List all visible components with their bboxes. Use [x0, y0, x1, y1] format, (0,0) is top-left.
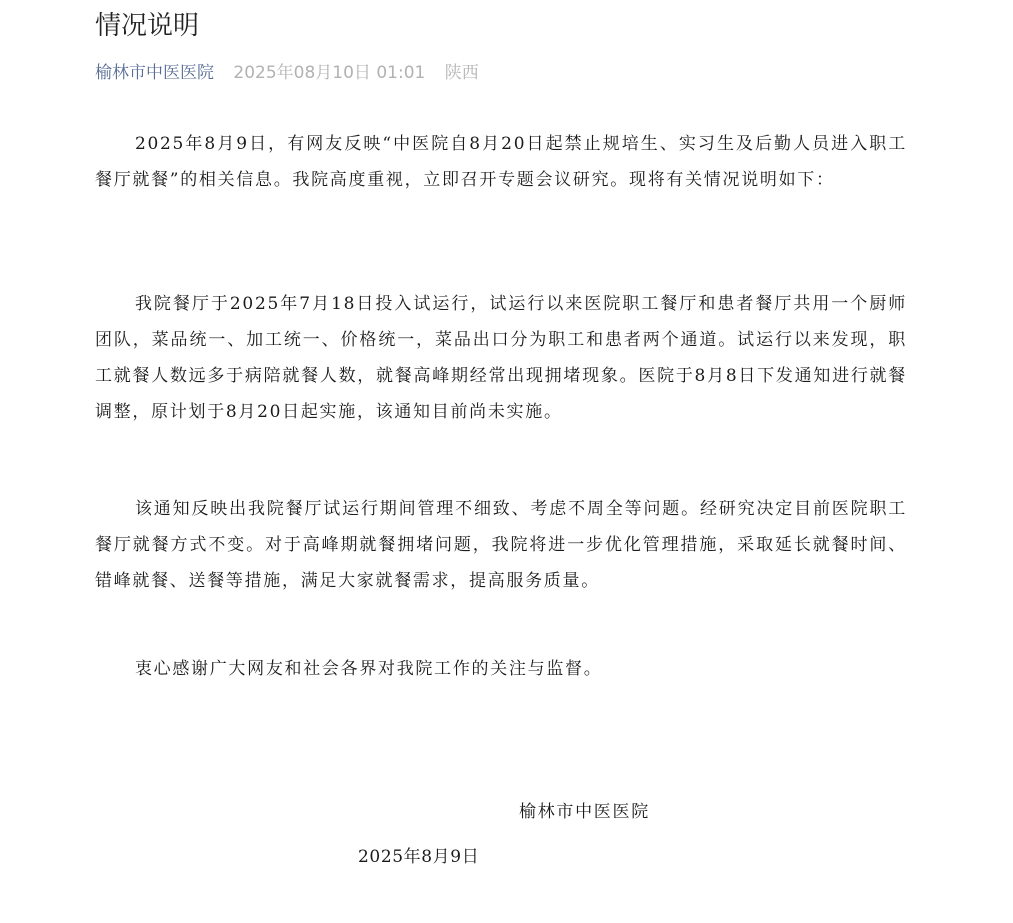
body-paragraph-3: 该通知反映出我院餐厅试运行期间管理不细致、考虑不周全等问题。经研究决定目前医院职工餐厅就餐方式不变。对于高峰期就餐拥堵问题，我院将进一步优化管理措施，采取延长就餐时间、错峰就餐、送餐等措施，满足大家就餐需求，提高服务质量。 [95, 499, 907, 591]
page-title: 情况说明 [95, 11, 200, 41]
source-account-link[interactable]: 榆林市中医医院 [95, 63, 214, 83]
signature-organization: 榆林市中医医院 [519, 802, 650, 822]
signature-date: 2025年8月9日 [358, 847, 480, 867]
body-paragraph-2: 我院餐厅于2025年7月18日投入试运行，试运行以来医院职工餐厅和患者餐厅共用一个厨师团队，菜品统一、加工统一、价格统一，菜品出口分为职工和患者两个通道。试运行以来发现，职工就餐人数远多于病陪就餐人数，就餐高峰期经常出现拥堵现象。医院于8月8日下发通知进行就餐调整，原计划于8月20日起实施，该通知目前尚未实施。 [95, 294, 907, 422]
body-paragraph-4: 衷心感谢广大网友和社会各界对我院工作的关注与监督。 [134, 659, 603, 679]
publish-date: 2025年08月10日 01:01 [233, 63, 426, 83]
article-meta [95, 61, 479, 85]
publish-region: 陕西 [444, 63, 479, 83]
body-paragraph-1: 2025年8月9日，有网友反映“中医院自8月20日起禁止规培生、实习生及后勤人员进入职工餐厅就餐”的相关信息。我院高度重视，立即召开专题会议研究。现将有关情况说明如下： [95, 134, 907, 190]
